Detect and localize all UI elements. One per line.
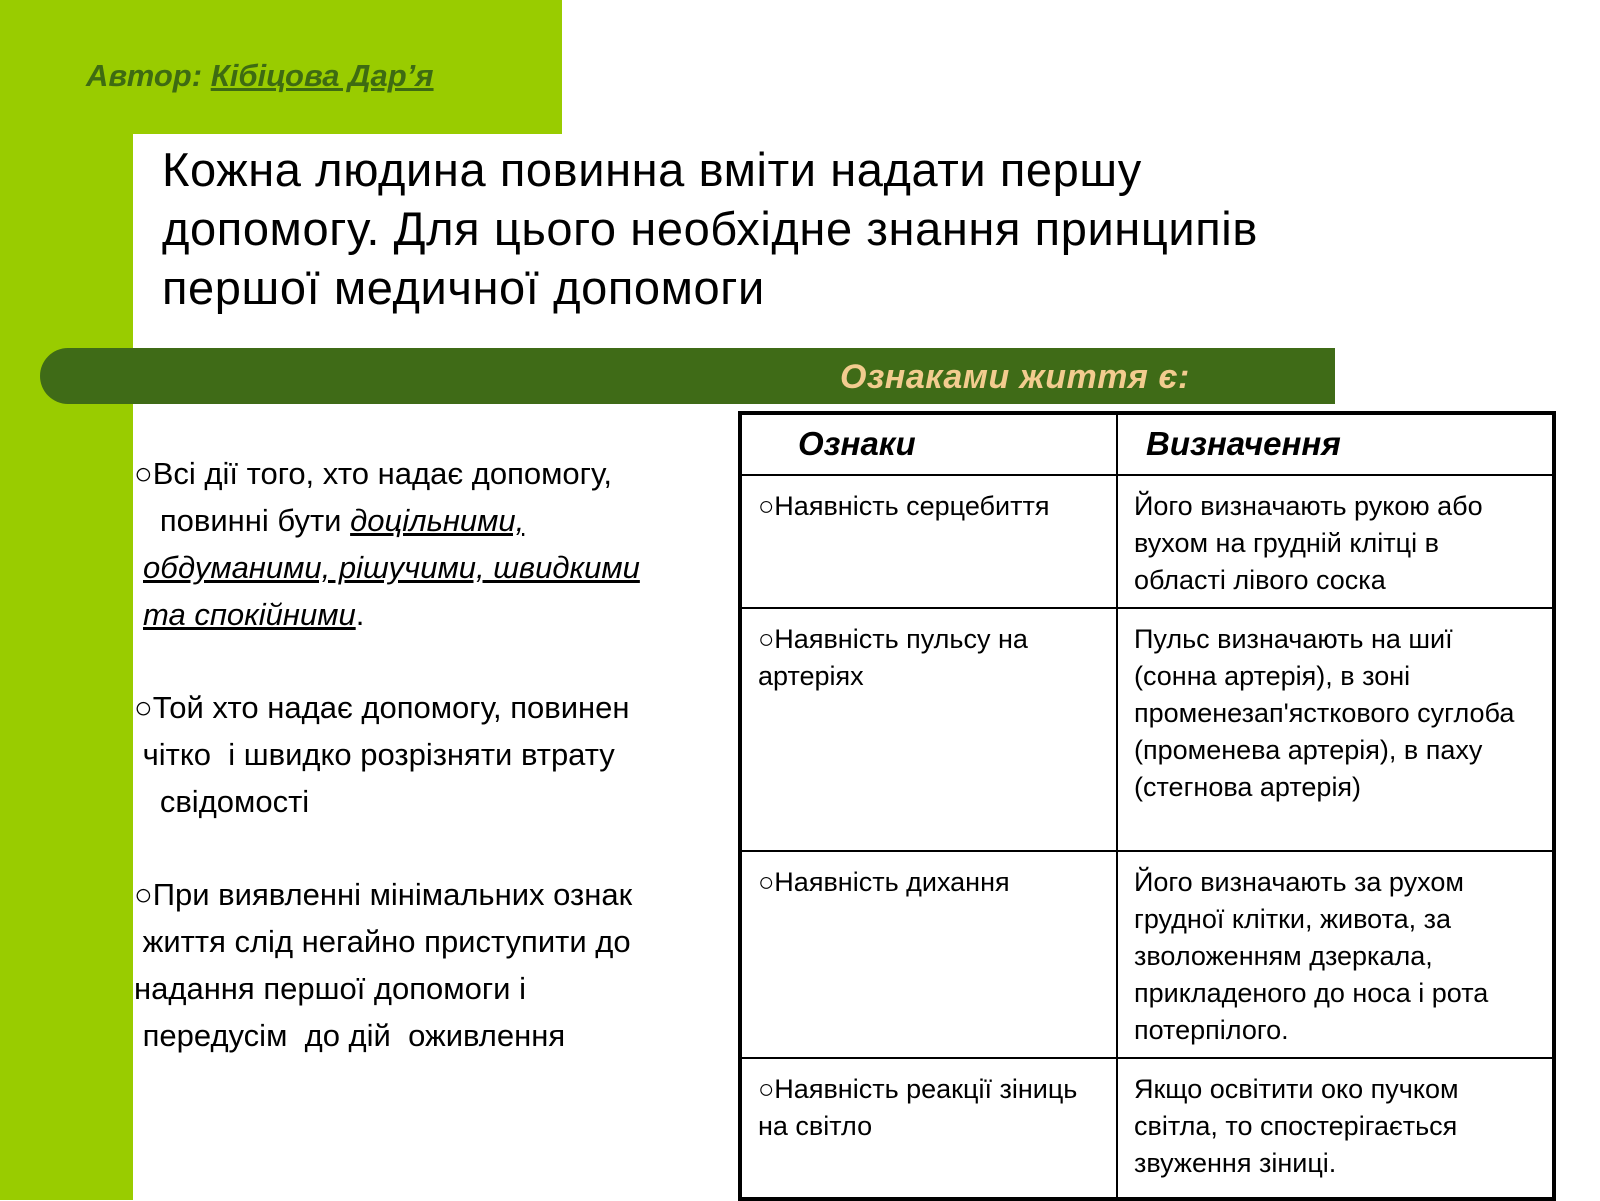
table-row (740, 1058, 1554, 1199)
title-line: допомогу. Для цього необхідне знання принципів (162, 202, 1258, 255)
sign-cell: ○Наявність пульсу на артеріях (740, 608, 1117, 851)
definition-cell: Якщо освітити око пучком світла, то спостерігається звуження зіниці. (1117, 1058, 1554, 1199)
definition-cell: Його визначають рукою або вухом на грудній клітці в області лівого соска (1117, 475, 1554, 608)
emphasis-text: та спокійними (143, 597, 356, 632)
bullet-line: життя слід негайно приступити до (134, 924, 631, 959)
author-label: Автор: (86, 58, 203, 93)
bullet-line: передусім до дій оживлення (134, 1018, 566, 1053)
table-row (740, 851, 1554, 1058)
bullet-text: . (355, 597, 365, 632)
bullet-line: свідомості (134, 784, 310, 819)
sign-cell: ○Наявність дихання (740, 851, 1117, 1058)
bullet-item (134, 684, 734, 825)
page-title (162, 140, 1442, 317)
bullet-line (134, 544, 734, 591)
bullet-line: надання першої допомоги і (134, 971, 526, 1006)
bullet-text: повинні бути (134, 503, 351, 538)
table-row (740, 608, 1554, 851)
column-header-signs: Ознаки (740, 413, 1117, 475)
bullet-item (134, 450, 734, 638)
bullet-line: ○При виявленні мінімальних ознак (134, 877, 633, 912)
left-green-bar (0, 0, 133, 1200)
emphasis-text: доцільними, (350, 503, 525, 538)
definition-cell: Його визначають за рухом грудної клітки, живота, за зволоженням дзеркала, прикладеного до носа і рота потерпілого. (1117, 851, 1554, 1058)
bullet-line: ○Той хто надає допомогу, повинен (134, 690, 630, 725)
signs-table (738, 411, 1556, 1201)
table-header-row (740, 413, 1554, 475)
table-row (740, 475, 1554, 608)
emphasis-text: обдуманими, рішучими, швидкими (143, 550, 640, 585)
bullet-line: ○Всі дії того, хто надає допомогу, (134, 456, 612, 491)
definition-cell: Пульс визначають на шиї (сонна артерія), в зоні променезап'ясткового суглоба (променева артерія), в паху (стегнова артерія) (1117, 608, 1554, 851)
bullet-line (134, 497, 734, 544)
author-line (86, 58, 434, 94)
bullet-line (134, 591, 734, 638)
title-line: Кожна людина повинна вміти надати першу (162, 143, 1142, 196)
sign-cell: ○Наявність серцебиття (740, 475, 1117, 608)
bullet-item (134, 871, 734, 1059)
banner-heading: Ознаками життя є: (840, 358, 1190, 396)
sign-cell: ○Наявність реакції зіниць на світло (740, 1058, 1117, 1199)
author-name: Кібіцова Дар’я (210, 58, 434, 93)
bullet-line: чітко і швидко розрізняти втрату (134, 737, 615, 772)
title-line: першої медичної допомоги (162, 261, 765, 314)
column-header-definition: Визначення (1117, 413, 1554, 475)
bullet-list (134, 450, 734, 1105)
